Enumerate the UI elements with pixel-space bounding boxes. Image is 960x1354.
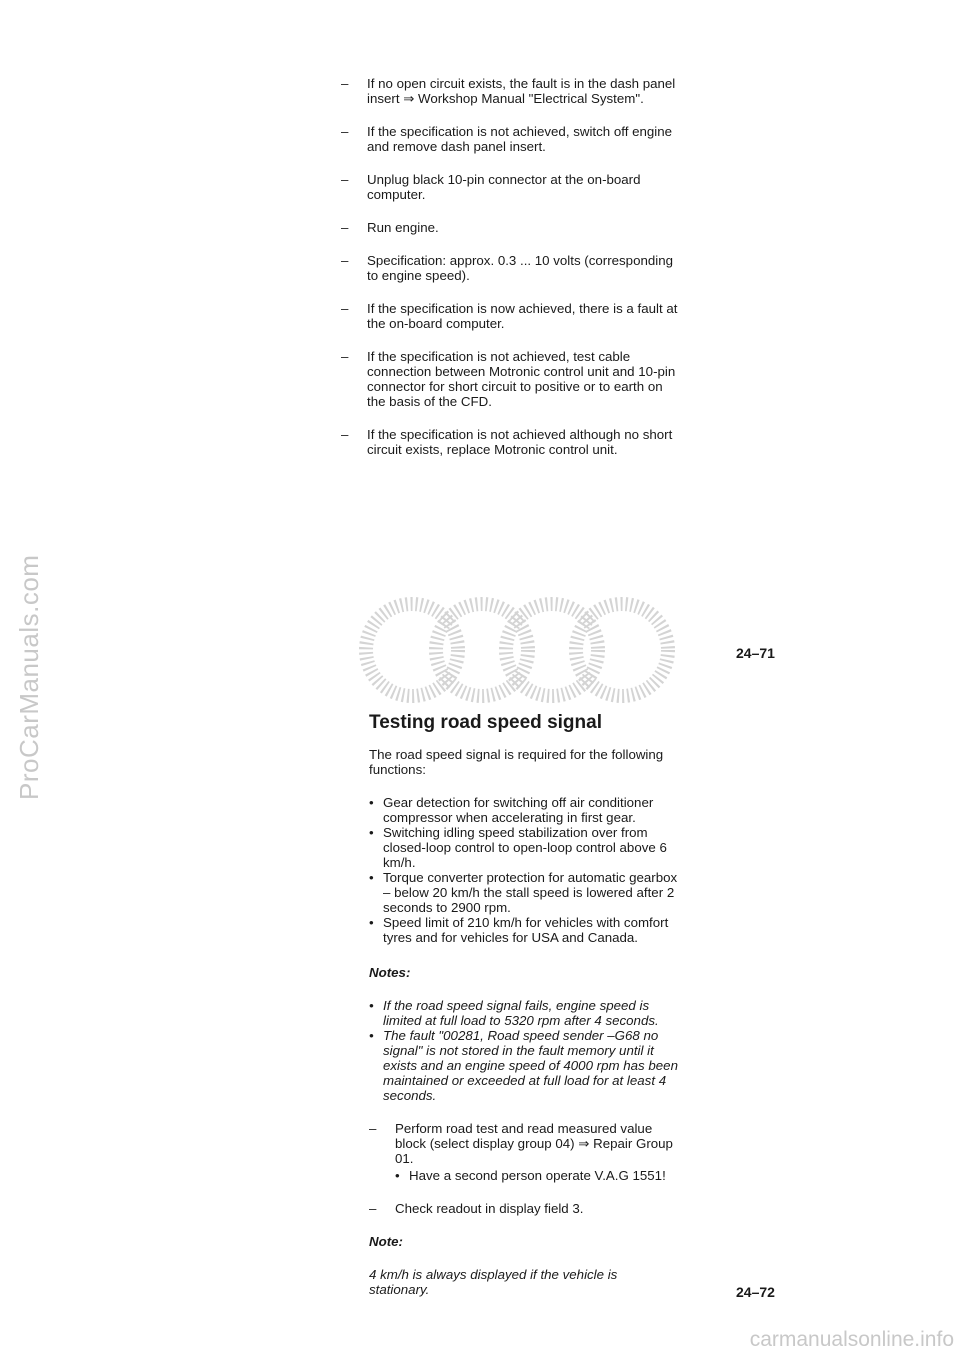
list-item: • The fault "00281, Road speed sender –G68 no signal" is not stored in the fault memory until it exists and an engine speed of 4000 rpm has been maintained or exceeded at full load for at least 4 seconds. [369, 1028, 678, 1103]
list-item: – If the specification is not achieved although no short circuit exists, replace Motronic control unit. [341, 427, 673, 457]
section-body [369, 747, 681, 1297]
four-rings-logo [352, 590, 682, 710]
list-item: – If the specification is not achieved, test cable connection between Motronic control unit and 10-pin connector for short circuit to positive or to earth on the basis of the CFD. [341, 349, 676, 409]
list-item: • Torque converter protection for automatic gearbox – below 20 km/h the stall speed is lowered after 2 seconds to 2900 rpm. [369, 870, 678, 915]
list-item: – If the specification is now achieved, there is a fault at the on-board computer. [341, 301, 678, 331]
note-heading: Note: [369, 1234, 403, 1249]
list-item: • Gear detection for switching off air conditioner compressor when accelerating in first gear. [369, 795, 654, 825]
intro-text: The road speed signal is required for the following functions: [369, 747, 664, 777]
list-item: – Perform road test and read measured value block (select display group 04) ⇒ Repair Group 01. • Have a second person operate V.A.G 1551! [369, 1121, 681, 1183]
procedure-list-top [341, 76, 681, 475]
ring-4 [576, 604, 668, 696]
page-number-24-71: 24–71 [736, 645, 775, 661]
note-text: 4 km/h is always displayed if the vehicle is stationary. [369, 1267, 618, 1297]
list-item: – If the specification is not achieved, switch off engine and remove dash panel insert. [341, 124, 673, 154]
page-number-24-72: 24–72 [736, 1284, 775, 1300]
notes-list [369, 998, 681, 1103]
list-item: – Specification: approx. 0.3 ... 10 volts (corresponding to engine speed). [341, 253, 673, 283]
sub-item: • Have a second person operate V.A.G 1551! [395, 1168, 666, 1183]
footer-watermark: carmanualsonline.info [749, 1328, 954, 1351]
side-watermark: ProCarManuals.com [14, 554, 44, 800]
list-item: – Run engine. [341, 220, 439, 235]
list-item: – If no open circuit exists, the fault is in the dash panel insert ⇒ Workshop Manual "Electrical System". [341, 76, 676, 106]
notes-heading: Notes: [369, 965, 411, 980]
list-item: • If the road speed signal fails, engine speed is limited at full load to 5320 rpm after 4 seconds. [369, 998, 659, 1028]
section-title: Testing road speed signal [369, 712, 602, 733]
function-list [369, 795, 681, 945]
list-item: – Check readout in display field 3. [369, 1201, 584, 1216]
list-item: • Speed limit of 210 km/h for vehicles with comfort tyres and for vehicles for USA and Canada. [369, 915, 669, 945]
list-item: • Switching idling speed stabilization over from closed-loop control to open-loop control above 6 km/h. [369, 825, 667, 870]
list-item: – Unplug black 10-pin connector at the on-board computer. [341, 172, 641, 202]
